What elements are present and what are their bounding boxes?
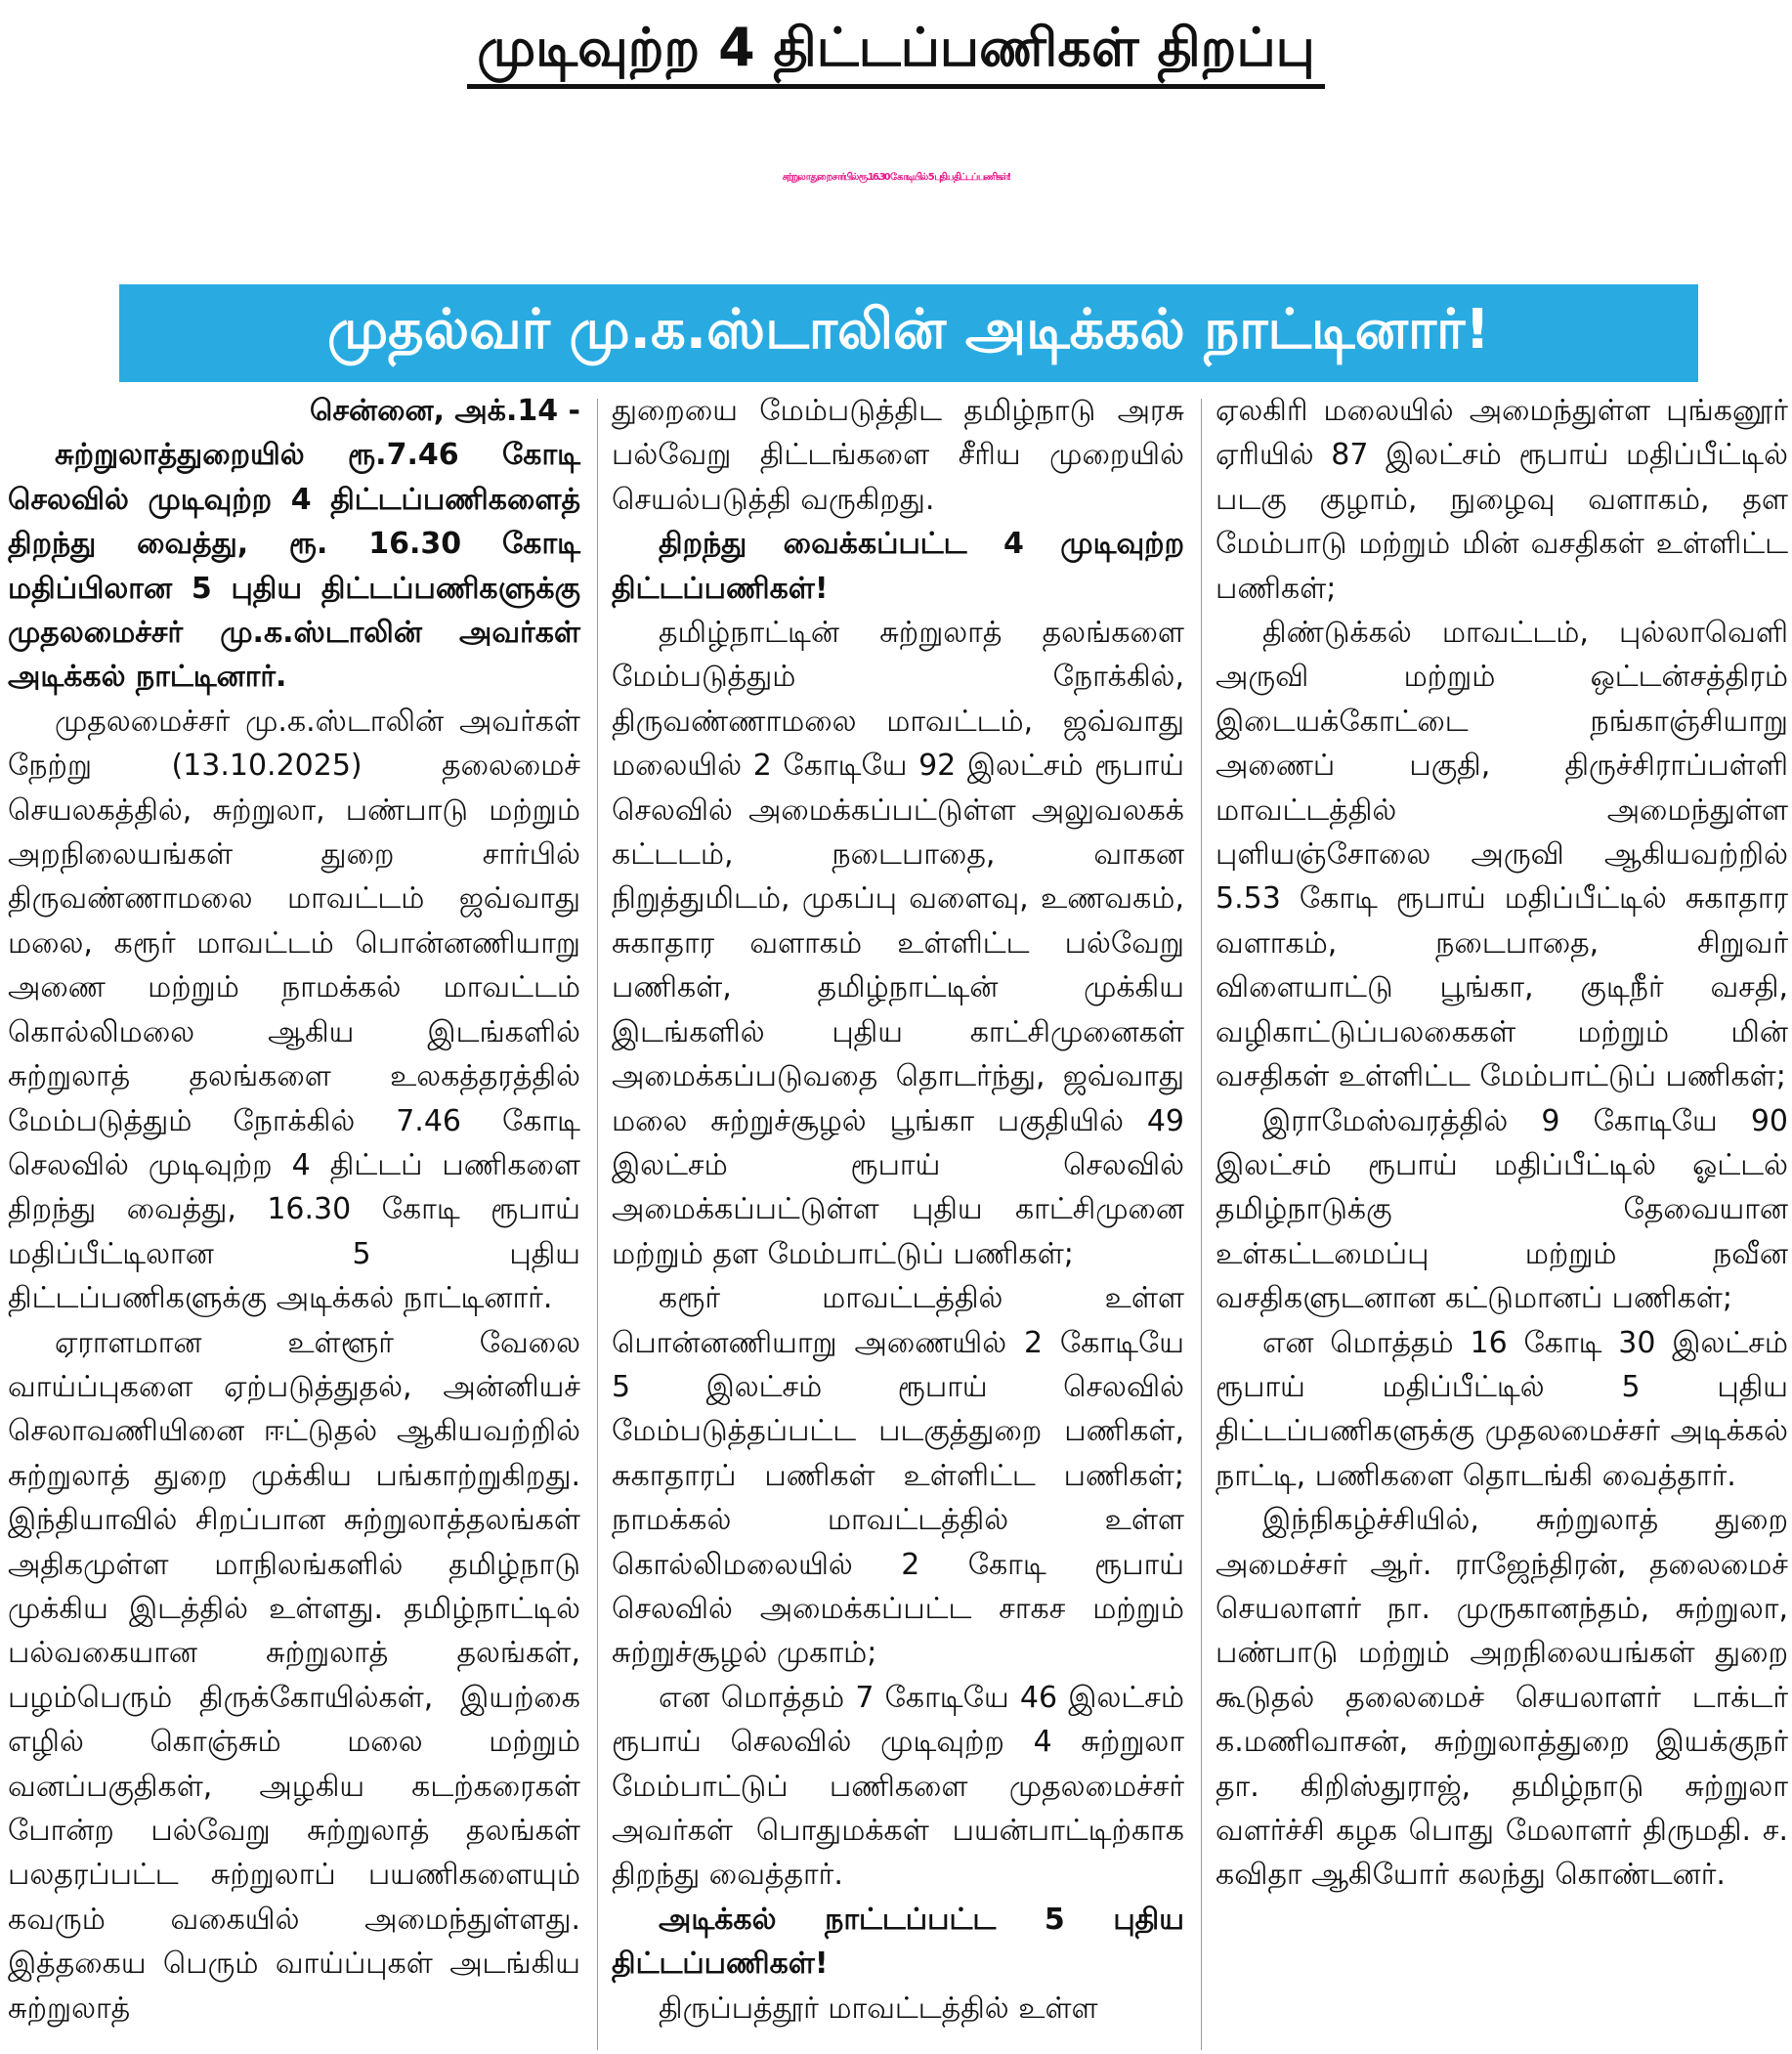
- dateline: சென்னை, அக்.14 -: [310, 394, 580, 428]
- column-divider: [1201, 399, 1202, 2050]
- headline: சுற்றுலா துறை சார்பில் ரூ.16.30 கோடியில் 5 புதிய திட்டப் பணிகள்!: [782, 172, 1010, 183]
- kicker-text: முடிவுற்ற 4 திட்டப்பணிகள் திறப்பு: [467, 14, 1325, 89]
- article-column-1: [8, 389, 580, 2054]
- paragraph: என மொத்தம் 16 கோடி 30 இலட்சம் ரூபாய் மதிப்பீட்டில் 5 புதிய திட்டப்பணிகளுக்கு முதலமைச்சர் அடிக்கல் நாட்டி, பணிகளை தொடங்கி வைத்தார்.: [1216, 1325, 1788, 1493]
- lead-paragraph: சுற்றுலாத்துறையில் ரூ.7.46 கோடி செலவில் முடிவுற்ற 4 திட்டப்பணிகளைத் திறந்து வைத்து, ரூ. 16.30 கோடி மதிப்பிலான 5 புதிய திட்டப்பணிகளுக்கு முதலமைச்சர் மு.க.ஸ்டாலின் அவர்கள் அடிக்கல் நாட்டினார்.: [8, 438, 580, 695]
- article-column-2: [612, 389, 1184, 2054]
- paragraph: துறையை மேம்படுத்திட தமிழ்நாடு அரசு பல்வேறு திட்டங்களை சீரிய முறையில் செயல்படுத்தி வருகிறது.: [612, 394, 1184, 517]
- paragraph: தமிழ்நாட்டின் சுற்றுலாத் தலங்களை மேம்படுத்தும் நோக்கில், திருவண்ணாமலை மாவட்டம், ஜவ்வாது மலையில் 2 கோடியே 92 இலட்சம் ரூபாய் செலவில் அமைக்கப்பட்டுள்ள அலுவலகக் கட்டடம், நடைபாதை, வாகன நிறுத்துமிடம், முகப்பு வளைவு, உணவகம், சுகாதார வளாகம் உள்ளிட்ட பல்வேறு பணிகள், தமிழ்நாட்டின் முக்கிய இடங்களில் புதிய காட்சிமுனைகள் அமைக்கப்படுவதை தொடர்ந்து, ஜவ்வாது மலை சுற்றுச்சூழல் பூங்கா பகுதியில் 49 இலட்சம் ரூபாய் செலவில் அமைக்கப்பட்டுள்ள புதிய காட்சிமுனை மற்றும் தள மேம்பாட்டுப் பணிகள்;: [612, 616, 1184, 1271]
- paragraph: ஏராளமான உள்ளூர் வேலை வாய்ப்புகளை ஏற்படுத்துதல், அன்னியச் செலாவணியினை ஈட்டுதல் ஆகியவற்றில் சுற்றுலாத் துறை முக்கிய பங்காற்றுகிறது. இந்தியாவில் சிறப்பான சுற்றுலாத்தலங்கள் அதிகமுள்ள மாநிலங்களில் தமிழ்நாடு முக்கிய இடத்தில் உள்ளது. தமிழ்நாட்டில் பல்வகையான சுற்றுலாத் தலங்கள், பழம்பெரும் திருக்கோயில்கள், இயற்கை எழில் கொஞ்சும் மலை மற்றும் வனப்பகுதிகள், அழகிய கடற்கரைகள் போன்ற பல்வேறு சுற்றுலாத் தலங்கள் பலதரப்பட்ட சுற்றுலாப் பயணிகளையும் கவரும் வகையில் அமைந்துள்ளது. இத்தகைய பெரும் வாய்ப்புகள் அடங்கிய சுற்றுலாத்: [8, 1325, 580, 2026]
- paragraph: இராமேஸ்வரத்தில் 9 கோடியே 90 இலட்சம் ரூபாய் மதிப்பீட்டில் ஓட்டல் தமிழ்நாடுக்கு தேவையான உள்கட்டமைப்பு மற்றும் நவீன வசதிகளுடனான கட்டுமானப் பணிகள்;: [1216, 1103, 1788, 1316]
- subheadline-text: முதல்வர் மு.க.ஸ்டாலின் அடிக்கல் நாட்டினார்!: [327, 298, 1490, 362]
- kicker-heading: [0, 14, 1792, 89]
- article-body: [0, 389, 1792, 2054]
- paragraph: முதலமைச்சர் மு.க.ஸ்டாலின் அவர்கள் நேற்று (13.10.2025) தலைமைச் செயலகத்தில், சுற்றுலா, பண்பாடு மற்றும் அறநிலையங்கள் துறை சார்பில் திருவண்ணாமலை மாவட்டம் ஜவ்வாது மலை, கரூர் மாவட்டம் பொன்னணியாறு அணை மற்றும் நாமக்கல் மாவட்டம் கொல்லிமலை ஆகிய இடங்களில் சுற்றுலாத் தலங்களை உலகத்தரத்தில் மேம்படுத்தும் நோக்கில் 7.46 கோடி செலவில் முடிவுற்ற 4 திட்டப் பணிகளை திறந்து வைத்து, 16.30 கோடி ரூபாய் மதிப்பீட்டிலான 5 புதிய திட்டப்பணிகளுக்கு அடிக்கல் நாட்டினார்.: [8, 704, 580, 1316]
- subheading: திறந்து வைக்கப்பட்ட 4 முடிவுற்ற திட்டப்பணிகள்!: [612, 527, 1184, 606]
- paragraph: திருப்பத்தூர் மாவட்டத்தில் உள்ள: [659, 1990, 1098, 2026]
- subheadline-banner: [119, 284, 1698, 382]
- subheading: அடிக்கல் நாட்டப்பட்ட 5 புதிய திட்டப்பணிகள்!: [612, 1902, 1184, 1982]
- paragraph: இந்நிகழ்ச்சியில், சுற்றுலாத் துறை அமைச்சர் ஆர். ராஜேந்திரன், தலைமைச் செயலாளர் நா. முருகானந்தம், சுற்றுலா, பண்பாடு மற்றும் அறநிலையங்கள் துறை கூடுதல் தலைமைச் செயலாளர் டாக்டர் க.மணிவாசன், சுற்றுலாத்துறை இயக்குநர் தா. கிறிஸ்துராஜ், தமிழ்நாடு சுற்றுலா வளர்ச்சி கழக பொது மேலாளர் திருமதி. ச. கவிதா ஆகியோர் கலந்து கொண்டனர்.: [1216, 1503, 1788, 1893]
- article-column-3: [1216, 389, 1788, 2054]
- paragraph: கரூர் மாவட்டத்தில் உள்ள பொன்னணியாறு அணையில் 2 கோடியே 5 இலட்சம் ரூபாய் செலவில் மேம்படுத்தப்பட்ட படகுத்துறை பணிகள், சுகாதாரப் பணிகள் உள்ளிட்ட பணிகள்; நாமக்கல் மாவட்டத்தில் உள்ள கொல்லிமலையில் 2 கோடி ரூபாய் செலவில் அமைக்கப்பட்ட சாகச மற்றும் சுற்றுச்சூழல் முகாம்;: [612, 1281, 1184, 1671]
- column-divider: [597, 399, 598, 2050]
- paragraph: என மொத்தம் 7 கோடியே 46 இலட்சம் ரூபாய் செலவில் முடிவுற்ற 4 சுற்றுலா மேம்பாட்டுப் பணிகளை முதலமைச்சர் அவர்கள் பொதுமக்கள் பயன்பாட்டிற்காக திறந்து வைத்தார்.: [612, 1680, 1184, 1893]
- paragraph: திண்டுக்கல் மாவட்டம், புல்லாவெளி அருவி மற்றும் ஒட்டன்சத்திரம் இடையக்கோட்டை நங்காஞ்சியாறு அணைப் பகுதி, திருச்சிராப்பள்ளி மாவட்டத்தில் அமைந்துள்ள புளியஞ்சோலை அருவி ஆகியவற்றில் 5.53 கோடி ரூபாய் மதிப்பீட்டில் சுகாதார வளாகம், நடைபாதை, சிறுவர் விளையாட்டு பூங்கா, குடிநீர் வசதி, வழிகாட்டுப்பலகைகள் மற்றும் மின் வசதிகள் உள்ளிட்ட மேம்பாட்டுப் பணிகள்;: [1216, 616, 1788, 1094]
- paragraph: ஏலகிரி மலையில் அமைந்துள்ள புங்கனூர் ஏரியில் 87 இலட்சம் ரூபாய் மதிப்பீட்டில் படகு குழாம், நுழைவு வளாகம், தள மேம்பாடு மற்றும் மின் வசதிகள் உள்ளிட்ட பணிகள்;: [1216, 394, 1788, 606]
